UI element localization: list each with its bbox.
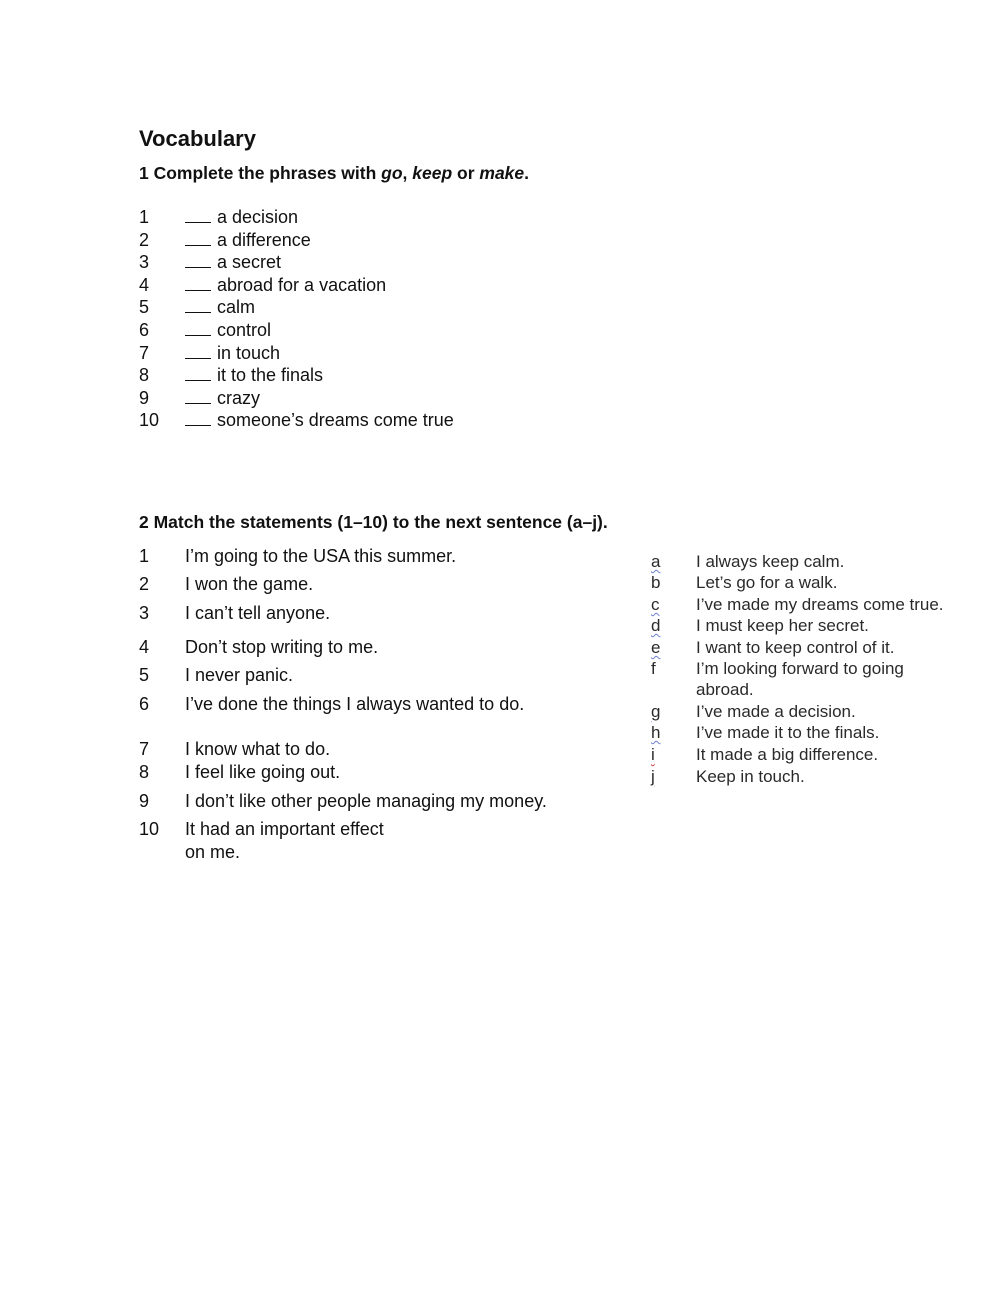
statement-text: I won the game. <box>185 574 314 594</box>
answer-letter: b <box>651 573 661 592</box>
statement-number: 4 <box>139 637 150 657</box>
phrase-number: 9 <box>139 387 150 408</box>
answer-text: I’ve made it to the finals. <box>696 723 880 742</box>
phrase-item <box>139 342 454 365</box>
word-make: make <box>479 163 525 183</box>
phrase-text: in touch <box>217 342 281 363</box>
phrase-item <box>139 409 454 432</box>
answer-letter: a <box>651 552 661 571</box>
phrase-text: a secret <box>217 252 282 273</box>
answer-blank[interactable] <box>185 230 211 246</box>
answer-blank[interactable] <box>185 343 211 359</box>
statement-text: I don’t like other people managing my money. <box>185 791 547 811</box>
phrase-item <box>139 274 454 297</box>
statement-text: I never panic. <box>185 665 294 685</box>
phrase-item <box>139 319 454 342</box>
instruction-separator: , <box>402 163 413 183</box>
answer-text: Keep in touch. <box>696 767 805 786</box>
statement-number: 1 <box>139 546 150 566</box>
page-title: Vocabulary <box>139 126 256 151</box>
answer-text: I want to keep control of it. <box>696 638 895 657</box>
answer-text: I always keep calm. <box>696 552 845 571</box>
answer-blank[interactable] <box>185 410 211 426</box>
statement-text: I’m going to the USA this summer. <box>185 546 457 566</box>
answer-blank[interactable] <box>185 320 211 336</box>
answer-text: I’ve made my dreams come true. <box>696 595 944 614</box>
answer-blank[interactable] <box>185 207 211 223</box>
answer-text: I’m looking forward to going <box>696 659 904 678</box>
phrase-text: a decision <box>217 207 299 227</box>
phrase-number: 2 <box>139 229 150 250</box>
statement-text: I know what to do. <box>185 739 331 759</box>
exercise1-instruction <box>139 162 529 184</box>
statement-text: Don’t stop writing to me. <box>185 637 379 657</box>
answer-letter: c <box>651 595 660 614</box>
answer-text: It made a big difference. <box>696 745 879 764</box>
statement-number: 6 <box>139 694 150 714</box>
statement-number: 2 <box>139 574 150 594</box>
answer-blank[interactable] <box>185 388 211 404</box>
instruction-prefix: 1 Complete the phrases with <box>139 163 382 183</box>
phrase-item <box>139 296 454 319</box>
statement-number: 5 <box>139 665 150 685</box>
phrase-number: 6 <box>139 319 150 340</box>
answer-text: abroad. <box>696 680 754 699</box>
answer-blank[interactable] <box>185 252 211 268</box>
answer-letter: e <box>651 638 661 657</box>
phrase-number: 3 <box>139 252 150 273</box>
phrase-text: abroad for a vacation <box>217 274 387 295</box>
answer-letter: d <box>651 616 661 635</box>
phrase-number: 10 <box>139 410 160 431</box>
phrase-number: 4 <box>139 274 150 295</box>
answer-letter: f <box>651 659 656 678</box>
statement-text: I can’t tell anyone. <box>185 603 331 623</box>
answer-blank[interactable] <box>185 365 211 381</box>
statement-text: I’ve done the things I always wanted to do. <box>185 694 525 714</box>
phrase-number: 1 <box>139 207 150 227</box>
phrase-number: 5 <box>139 297 150 318</box>
phrase-item <box>139 206 454 229</box>
answer-text: Let’s go for a walk. <box>696 573 838 592</box>
statement-number: 3 <box>139 603 150 623</box>
phrase-text: a difference <box>217 229 311 250</box>
phrase-text: crazy <box>217 387 261 408</box>
phrase-text: it to the finals <box>217 365 324 386</box>
instruction-end: . <box>524 163 530 183</box>
exercise1-list <box>139 206 454 432</box>
answer-text: I’ve made a decision. <box>696 702 856 721</box>
phrase-text: calm <box>217 297 256 318</box>
answer-letter: g <box>651 702 661 721</box>
phrase-item <box>139 229 454 252</box>
word-keep: keep <box>412 163 453 183</box>
answer-letter: h <box>651 723 661 742</box>
answer-letter: j <box>651 767 655 786</box>
statement-text: on me. <box>185 842 241 862</box>
phrase-item <box>139 251 454 274</box>
phrase-text: control <box>217 319 272 340</box>
phrase-item <box>139 387 454 410</box>
answer-blank[interactable] <box>185 275 211 291</box>
statement-number: 9 <box>139 791 150 811</box>
answer-blank[interactable] <box>185 297 211 313</box>
statement-number: 7 <box>139 739 150 759</box>
phrase-item <box>139 364 454 387</box>
phrase-number: 8 <box>139 365 150 386</box>
statement-number: 10 <box>139 819 160 839</box>
answer-letter: i <box>651 745 655 764</box>
phrase-text: someone’s dreams come true <box>217 410 454 431</box>
word-go: go <box>381 163 403 183</box>
exercise2-instruction: 2 Match the statements (1–10) to the next sentence (a–j). <box>139 512 608 532</box>
statement-number: 8 <box>139 762 150 782</box>
instruction-separator: or <box>452 163 480 183</box>
statement-text: I feel like going out. <box>185 762 341 782</box>
answer-text: I must keep her secret. <box>696 616 869 635</box>
statement-text: It had an important effect <box>185 819 384 839</box>
phrase-number: 7 <box>139 342 150 363</box>
